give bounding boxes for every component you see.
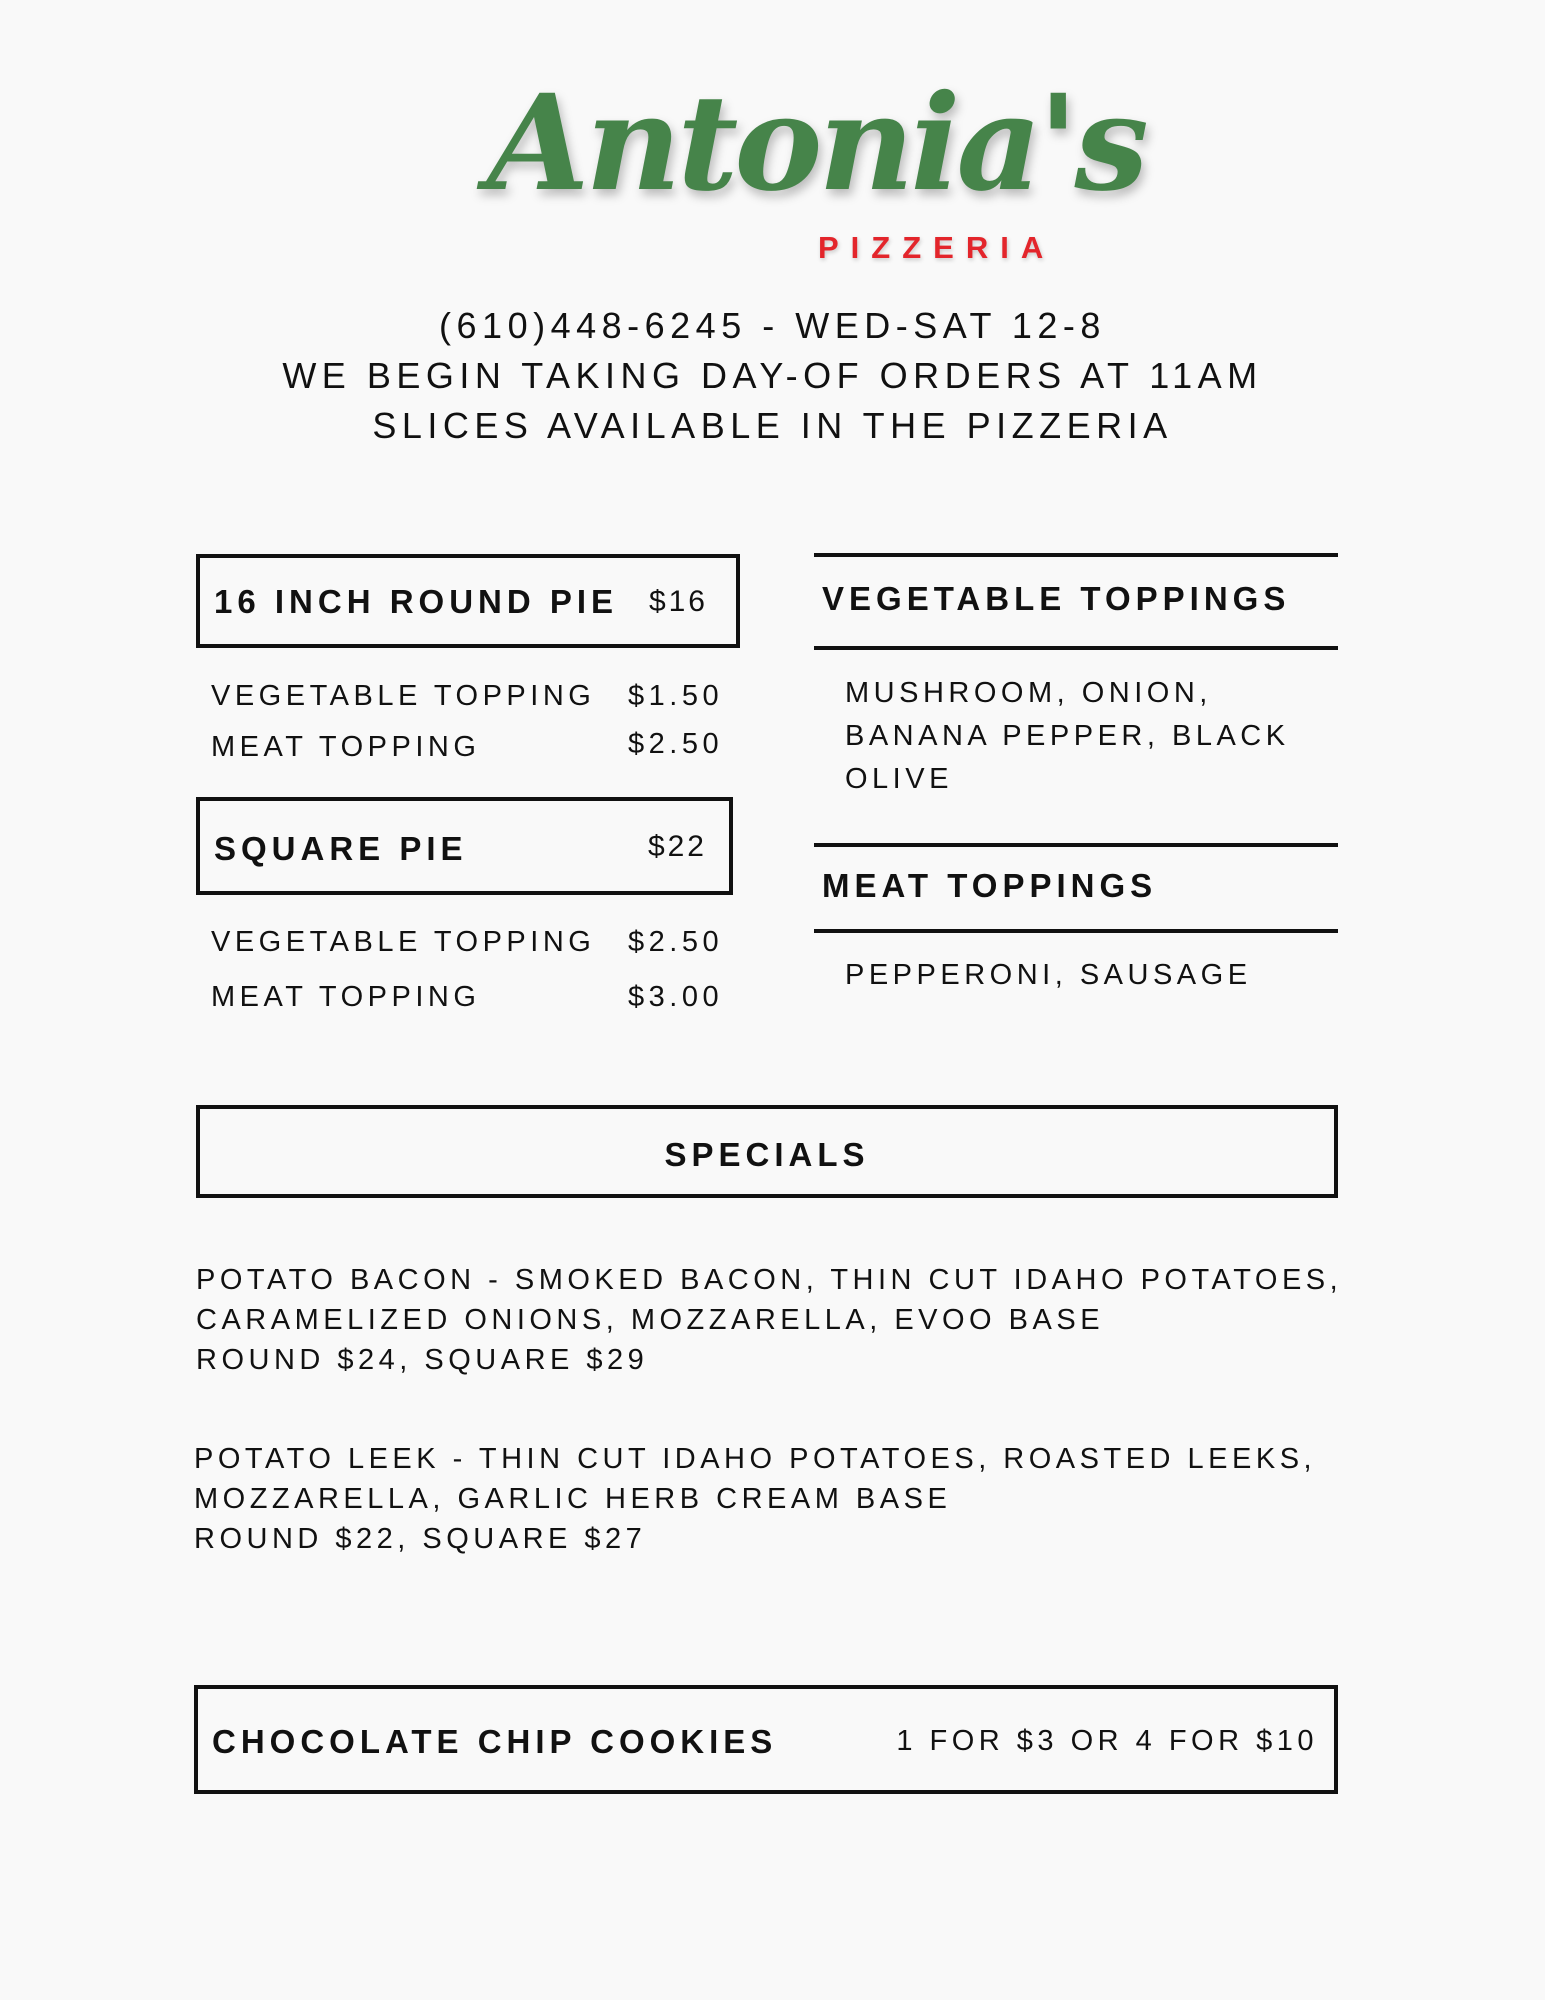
veg-toppings-title: VEGETABLE TOPPINGS <box>822 580 1291 617</box>
round-pie-veg-price: $1.50 <box>628 680 724 712</box>
round-pie-veg-label: VEGETABLE TOPPING <box>211 680 596 712</box>
veg-toppings-line: OLIVE <box>845 763 953 795</box>
round-pie-price: $16 <box>648 585 708 618</box>
meat-toppings-line: PEPPERONI, SAUSAGE <box>845 959 1252 991</box>
square-pie-meat-label: MEAT TOPPING <box>211 981 481 1013</box>
round-pie-meat-price: $2.50 <box>628 728 724 760</box>
specials-title: SPECIALS <box>664 1136 870 1173</box>
meat-toppings-list <box>845 954 1252 997</box>
round-pie-meat-label: MEAT TOPPING <box>211 731 481 763</box>
logo-subtitle: PIZZERIA <box>818 230 1056 265</box>
veg-toppings-line: BANANA PEPPER, BLACK <box>845 720 1290 752</box>
round-pie-box <box>196 554 740 648</box>
logo-name: Antonia's <box>487 66 1145 221</box>
special-item-line: CARAMELIZED ONIONS, MOZZARELLA, EVOO BASE <box>196 1304 1105 1336</box>
info-phone-hours: (610)448-6245 - WED-SAT 12-8 <box>439 305 1106 346</box>
square-pie-title: SQUARE PIE <box>214 830 468 867</box>
round-pie-title: 16 INCH ROUND PIE <box>214 583 619 620</box>
veg-toppings-line: MUSHROOM, ONION, <box>845 677 1212 709</box>
square-pie-veg-label: VEGETABLE TOPPING <box>211 926 596 958</box>
square-pie-meat-price: $3.00 <box>628 981 724 1013</box>
special-item-line: POTATO BACON - SMOKED BACON, THIN CUT IDAHO POTATOES, <box>196 1264 1343 1296</box>
info-orders: WE BEGIN TAKING DAY-OF ORDERS AT 11AM <box>282 355 1263 396</box>
cookies-title: CHOCOLATE CHIP COOKIES <box>212 1723 778 1760</box>
meat-toppings-rule-top <box>814 843 1338 847</box>
veg-toppings-rule-top <box>814 553 1338 557</box>
special-item <box>194 1439 1316 1559</box>
info-slices: SLICES AVAILABLE IN THE PIZZERIA <box>372 405 1173 446</box>
specials-box <box>196 1105 1338 1198</box>
meat-toppings-rule-bottom <box>814 929 1338 933</box>
square-pie-price: $22 <box>647 830 707 863</box>
cookies-price: 1 FOR $3 OR 4 FOR $10 <box>896 1725 1318 1757</box>
veg-toppings-rule-bottom <box>814 646 1338 650</box>
square-pie-veg-price: $2.50 <box>628 926 724 958</box>
special-item-line: POTATO LEEK - THIN CUT IDAHO POTATOES, ROASTED LEEKS, <box>194 1443 1317 1475</box>
special-item <box>196 1260 1342 1380</box>
veg-toppings-list <box>845 672 1290 801</box>
special-item-line: MOZZARELLA, GARLIC HERB CREAM BASE <box>194 1483 952 1515</box>
square-pie-box <box>196 797 733 895</box>
meat-toppings-title: MEAT TOPPINGS <box>822 867 1158 904</box>
special-item-line: ROUND $24, SQUARE $29 <box>196 1344 649 1376</box>
cookies-box <box>194 1685 1338 1794</box>
special-item-line: ROUND $22, SQUARE $27 <box>194 1523 647 1555</box>
